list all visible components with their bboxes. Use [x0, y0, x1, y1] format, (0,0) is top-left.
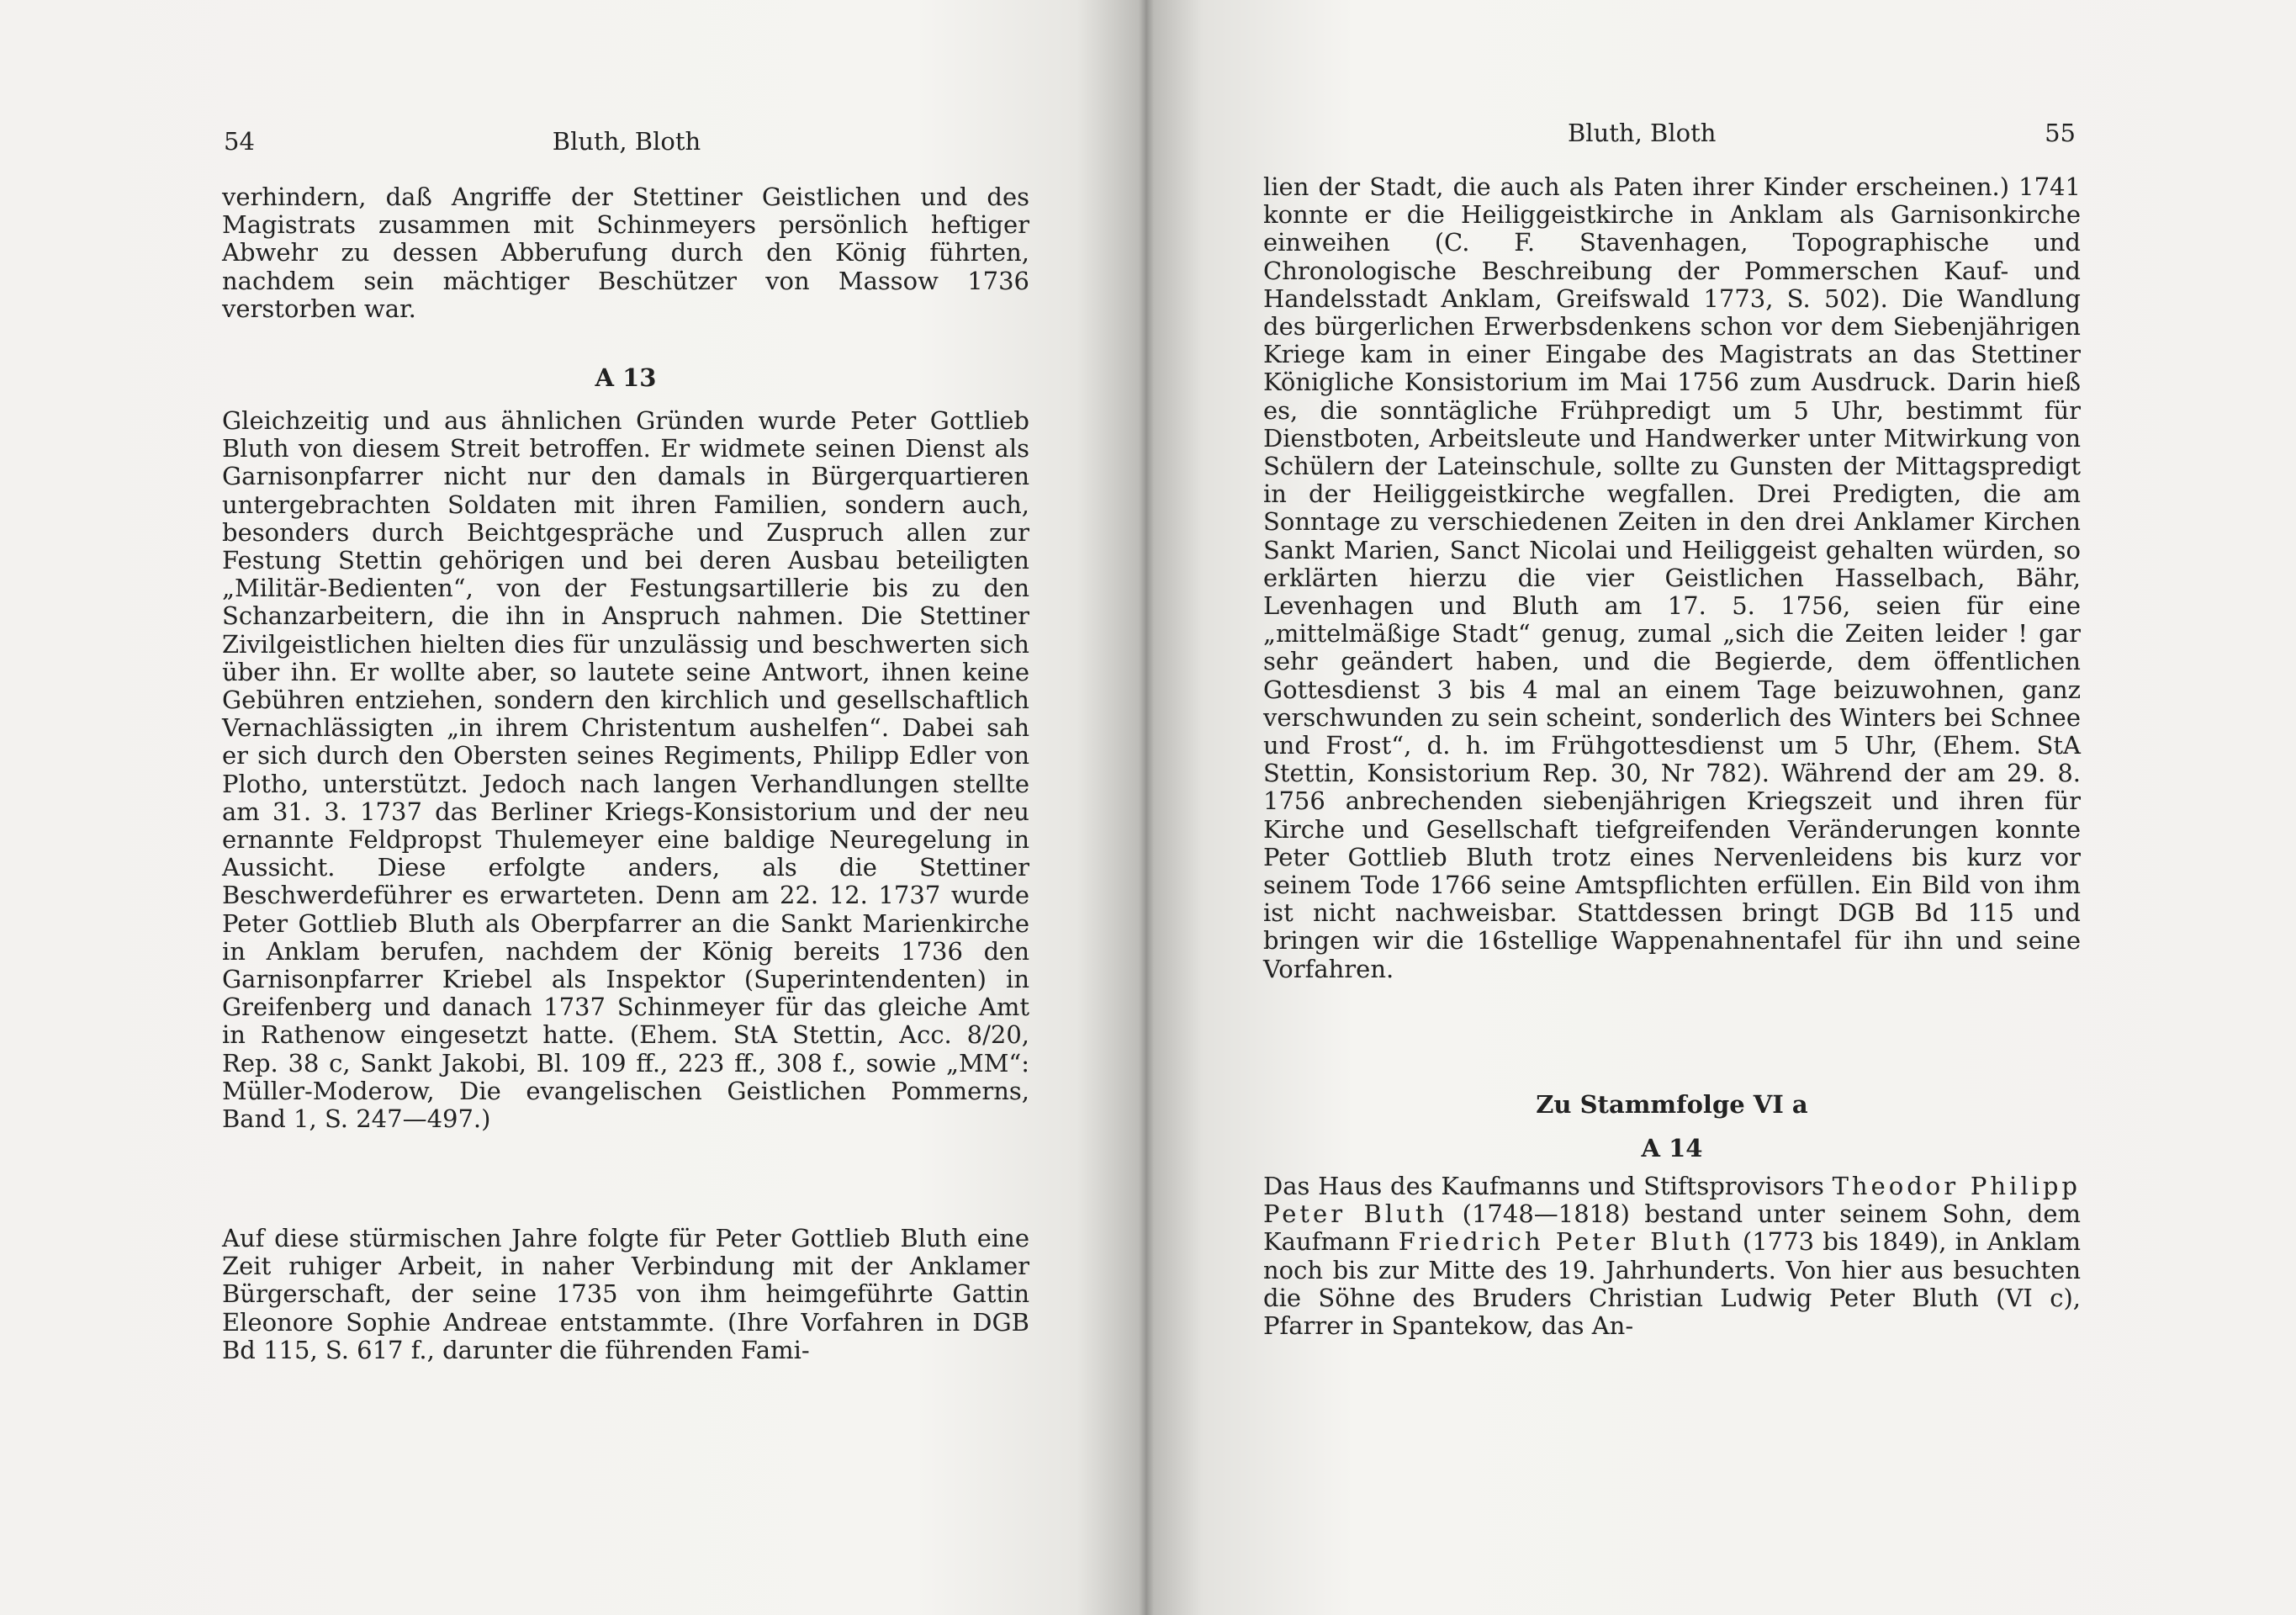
right-page — [1145, 0, 2296, 1615]
page-number: 54 — [224, 127, 255, 156]
paragraph-text — [1263, 1173, 2081, 1340]
left-paragraph-1 — [222, 183, 1029, 323]
left-page — [0, 0, 1145, 1615]
left-page-header — [224, 123, 1029, 160]
section-heading-stammfolge: Zu Stammfolge VI a — [1536, 1090, 1808, 1119]
text-run: (1748—1818) bestand unter seinem Sohn, dem Kaufmann — [1263, 1199, 2081, 1257]
left-paragraph-3 — [222, 1225, 1029, 1364]
paragraph-text: Gleichzeitig und aus ähnlichen Gründen wurde Peter Gottlieb Bluth von diesem Streit betroffen. Er widmete seinen Dienst als Garnisonpfarrer nicht nur den damals in Bürgerquartieren untergebrachten Soldaten mit ihren Familien, sondern auch, besonders durch Beichtgespräche und Zuspruch allen zur Festung Stettin gehörigen und bei deren Ausbau beteiligten „Militär-Bedienten“, von der Festungsartillerie bis zu den Schanzarbeitern, die ihn in Anspruch nahmen. Die Stettiner Zivilgeistlichen hielten dies für unzulässig und beschwerten sich über ihn. Er wollte aber, so lautete seine Antwort, ihnen keine Gebühren entziehen, sondern den kirchlich und gesellschaftlich Vernachlässigten „in ihrem Christentum aushelfen“. Dabei sah er sich durch den Obersten seines Regiments, Philipp Edler von Plotho, unterstützt. Jedoch nach langen Verhandlungen stellte am 31. 3. 1737 das Berliner Kriegs-Konsistorium und der neu ernannte Feldpropst Thulemeyer eine baldige Neuregelung in Aussicht. Diese erfolgte anders, als die Stettiner Beschwerdeführer es erwarteten. Denn am 22. 12. 1737 wurde Peter Gottlieb Bluth als Oberpfarrer an die Sankt Marienkirche in Anklam berufen, nachdem der König bereits 1736 den Garnisonpfarrer Kriebel als Inspektor (Superintendenten) in Greifenberg und danach 1737 Schinmeyer für das gleiche Amt in Rathenow eingesetzt hatte. (Ehem. StA Stettin, Acc. 8/20, Rep. 38 c, Sankt Jakobi, Bl. 109 ff., 223 ff., 308 f., sowie „MM“: Müller-Moderow, Die evangelischen Geistlichen Pommerns, Band 1, S. 247—497.) — [222, 406, 1029, 1134]
running-head: Bluth, Bloth — [1568, 119, 1717, 147]
section-heading-a13: A 13 — [595, 363, 657, 392]
right-paragraph-2 — [1263, 1173, 2081, 1340]
text-run: (1773 bis 1849), in Anklam noch bis zur Mitte des 19. Jahrhunderts. Von hier aus besuchten die Söhne des Bruders Christian Ludwig Peter Bluth (VI c), Pfarrer in Spantekow, das An- — [1263, 1227, 2081, 1341]
page-number: 55 — [2045, 119, 2076, 147]
paragraph-text: lien der Stadt, die auch als Paten ihrer Kinder erscheinen.) 1741 konnte er die Heiliggeistkirche in Anklam als Garnisonkirche einweihen (C. F. Stavenhagen, Topographische und Chronologische Beschreibung der Pommerschen Kauf- und Handelsstadt Anklam, Greifswald 1773, S. 502). Die Wandlung des bürgerlichen Erwerbsdenkens schon vor dem Siebenjährigen Kriege kam in einer Eingabe des Magistrats an das Stettiner Königliche Konsistorium im Mai 1756 zum Ausdruck. Darin hieß es, die sonntägliche Frühpredigt um 5 Uhr, bestimmt für Dienstboten, Arbeitsleute und Handwerker unter Mitwirkung von Schülern der Lateinschule, sollte zu Gunsten der Mittagspredigt in der Heiliggeistkirche wegfallen. Drei Predigten, die am Sonntage zu verschiedenen Zeiten in den drei Anklamer Kirchen Sankt Marien, Sanct Nicolai und Heiliggeist gehalten würden, so erklärten hierzu die vier Geistlichen Hasselbach, Bähr, Levenhagen und Bluth am 17. 5. 1756, seien für eine „mittelmäßige Stadt“ genug, zumal „sich die Zeiten leider ! gar sehr geändert haben, und die Begierde, dem öffentlichen Gottesdienst 3 bis 4 mal an einem Tage beizuwohnen, ganz verschwunden zu sein scheint, sonderlich des Winters bei Schnee und Frost“, d. h. im Frühgottesdienst um 5 Uhr, (Ehem. StA Stettin, Konsistorium Rep. 30, Nr 782). Während der am 29. 8. 1756 anbrechenden siebenjährigen Kriegszeit und ihren für Kirche und Gesellschaft tiefgreifenden Veränderungen konnte Peter Gottlieb Bluth trotz eines Nervenleidens bis kurz vor seinem Tode 1766 seine Amtspflichten erfüllen. Ein Bild von ihm ist nicht nachweisbar. Stattdessen bringt DGB Bd 115 und bringen wir die 16stellige Wappenahnentafel für ihn und seine Vorfahren. — [1263, 172, 2081, 983]
running-head: Bluth, Bloth — [552, 127, 701, 156]
paragraph-text: verhindern, daß Angriffe der Stettiner Geistlichen und des Magistrats zusammen mit Schinmeyers persönlich heftiger Abwehr zu dessen Abberufung durch den König führten, nachdem sein mächtiger Beschützer von Massow 1736 verstorben war. — [222, 183, 1029, 323]
right-paragraph-1 — [1263, 173, 2081, 983]
person-name-spaced: Theodor Philipp Peter Bluth — [1263, 1172, 2081, 1229]
right-page-header — [1263, 114, 2076, 151]
person-name-spaced: Friedrich Peter Bluth — [1398, 1227, 1734, 1257]
section-heading-a14: A 14 — [1641, 1134, 1703, 1162]
text-run: Das Haus des Kaufmanns und Stiftsprovisors — [1263, 1172, 1833, 1200]
paragraph-text: Auf diese stürmischen Jahre folgte für Peter Gottlieb Bluth eine Zeit ruhiger Arbeit, in naher Verbindung mit der Anklamer Bürgerschaft, der seine 1735 von ihm heimgeführte Gattin Eleonore Sophie Andreae entstammte. (Ihre Vorfahren in DGB Bd 115, S. 617 f., darunter die führenden Fami- — [222, 1224, 1029, 1364]
left-paragraph-2 — [222, 407, 1029, 1133]
